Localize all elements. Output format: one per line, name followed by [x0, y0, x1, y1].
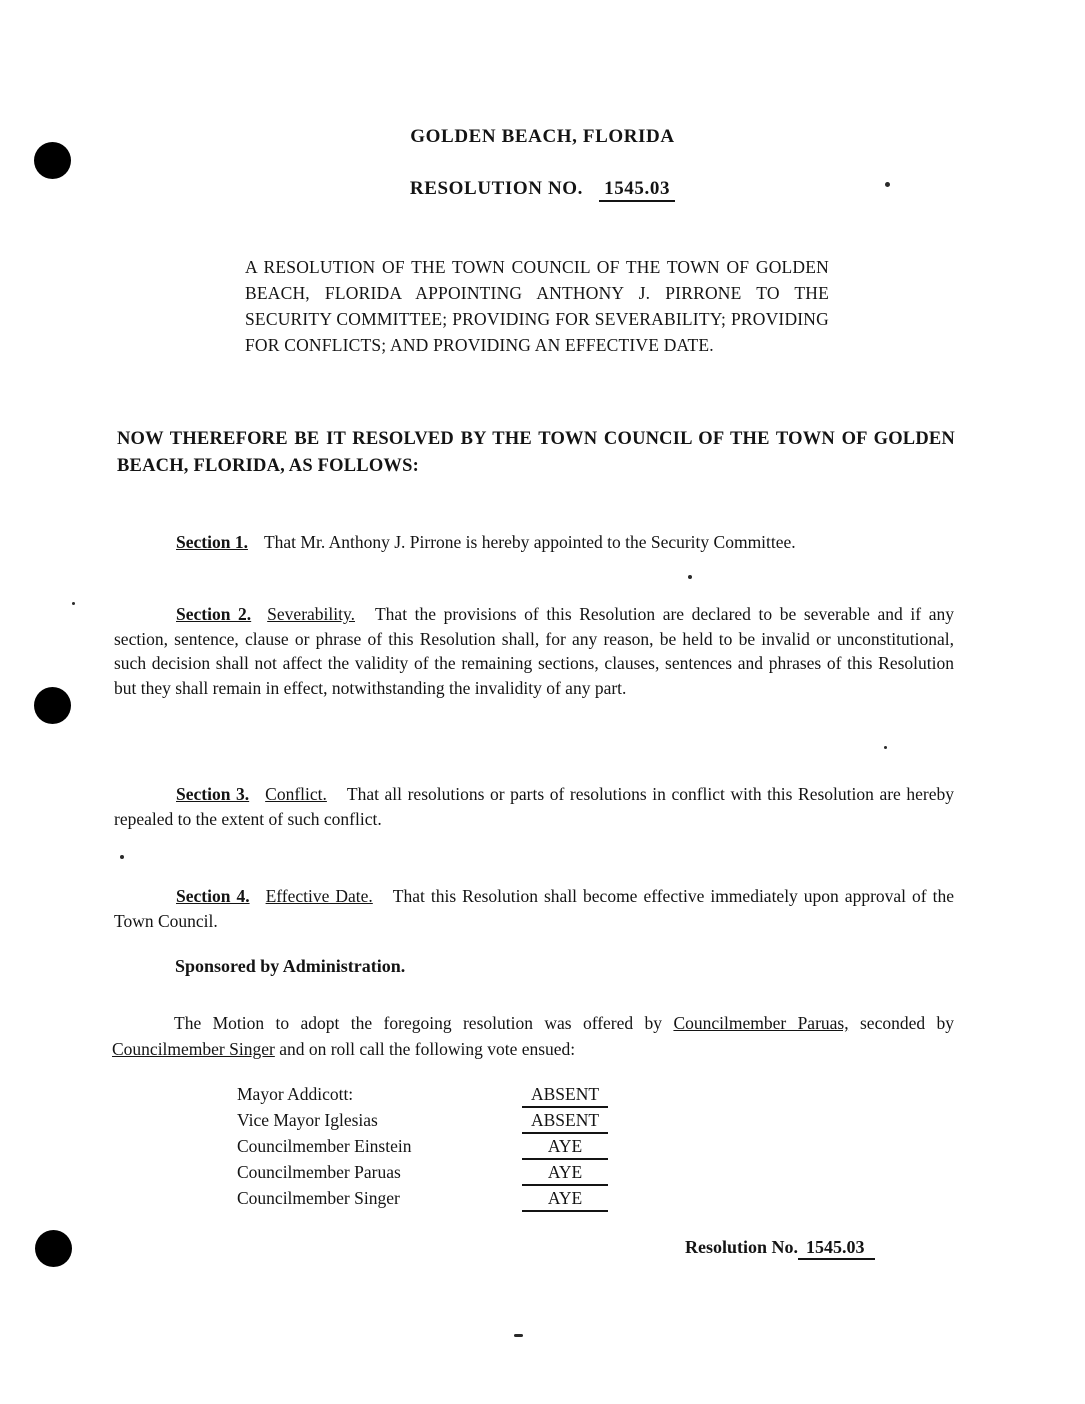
section-4 [114, 884, 954, 933]
motion-suffix: and on roll call the following vote ensued: [274, 1039, 576, 1059]
document-city-title: GOLDEN BEACH, FLORIDA [410, 126, 675, 147]
scan-speck [514, 1334, 523, 1337]
section-3-heading: Section 3. [176, 784, 250, 804]
council-member-name: Councilmember Paruas [237, 1162, 401, 1182]
section-2 [114, 602, 954, 700]
council-member-name: Mayor Addicott: [237, 1084, 354, 1104]
roll-call-row [237, 1110, 617, 1136]
roll-call-row [237, 1188, 617, 1214]
scan-speck [884, 746, 887, 749]
hole-punch-icon [35, 1230, 72, 1267]
resolved-clause: NOW THEREFORE BE IT RESOLVED BY THE TOWN COUNCIL OF THE TOWN OF GOLDEN BEACH, FLORIDA, AS FOLLOWS: [117, 429, 955, 476]
vote-value: AYE [522, 1188, 608, 1212]
resolution-title-paragraph: A RESOLUTION OF THE TOWN COUNCIL OF THE TOWN OF GOLDEN BEACH, FLORIDA APPOINTING ANTHONY J. PIRRONE TO THE SECURITY COMMITTEE; PROVIDING FOR SEVERABILITY; PROVIDING FOR CONFLICTS; AND PROVIDING AN EFFECTIVE DATE. [245, 257, 829, 355]
footer-resolution-line [685, 1237, 875, 1258]
footer-resolution-number: 1545.03 [798, 1237, 875, 1260]
section-4-subheading: Effective Date. [265, 886, 373, 906]
section-2-body: That the provisions of this Resolution are declared to be severable and if any section, sentence, clause or phrase of this Resolution shall, for any reason, be held to be invalid or unconstitutional, such decision shall not affect the validity of the remaining sections, clauses, sentences and phrases of this Resolution but they shall remain in effect, notwithstanding the invalidity of any part. [114, 604, 954, 698]
section-1-heading: Section 1. [176, 532, 248, 552]
section-3 [114, 782, 954, 831]
section-4-body: That this Resolution shall become effective immediately upon approval of the Town Council. [114, 886, 954, 931]
motion-paragraph [112, 1010, 954, 1062]
section-2-heading: Section 2. [176, 604, 252, 624]
roll-call-list [237, 1084, 617, 1214]
roll-call-row [237, 1136, 617, 1162]
council-member-name: Councilmember Einstein [237, 1136, 412, 1156]
motion-offered-by: Councilmember Paruas, [673, 1013, 849, 1033]
roll-call-row [237, 1162, 617, 1188]
motion-seconded-by: Councilmember Singer [112, 1039, 275, 1059]
sponsored-by-line: Sponsored by Administration. [175, 956, 406, 976]
section-1-body: That Mr. Anthony J. Pirrone is hereby appointed to the Security Committee. [263, 532, 796, 552]
vote-value: AYE [522, 1162, 608, 1186]
motion-prefix: The Motion to adopt the foregoing resolution was offered by [174, 1013, 674, 1033]
scan-speck [120, 855, 124, 859]
vote-value: ABSENT [522, 1084, 608, 1108]
section-3-subheading: Conflict. [265, 784, 327, 804]
resolution-number: 1545.03 [599, 178, 675, 202]
scan-speck [688, 575, 692, 579]
hole-punch-icon [34, 687, 71, 724]
section-3-body: That all resolutions or parts of resolutions in conflict with this Resolution are hereby repealed to the extent of such conflict. [114, 784, 954, 829]
section-4-heading: Section 4. [176, 886, 250, 906]
vote-value: AYE [522, 1136, 608, 1160]
roll-call-row [237, 1084, 617, 1110]
motion-middle: seconded by [848, 1013, 954, 1033]
vote-value: ABSENT [522, 1110, 608, 1134]
council-member-name: Vice Mayor Iglesias [237, 1110, 378, 1130]
scan-speck [72, 602, 75, 605]
resolution-number-label: RESOLUTION NO. [409, 178, 584, 199]
council-member-name: Councilmember Singer [237, 1188, 400, 1208]
resolution-number-line [0, 178, 1085, 200]
section-2-subheading: Severability. [267, 604, 355, 624]
footer-resolution-label: Resolution No. [685, 1237, 799, 1257]
section-1 [114, 530, 954, 555]
